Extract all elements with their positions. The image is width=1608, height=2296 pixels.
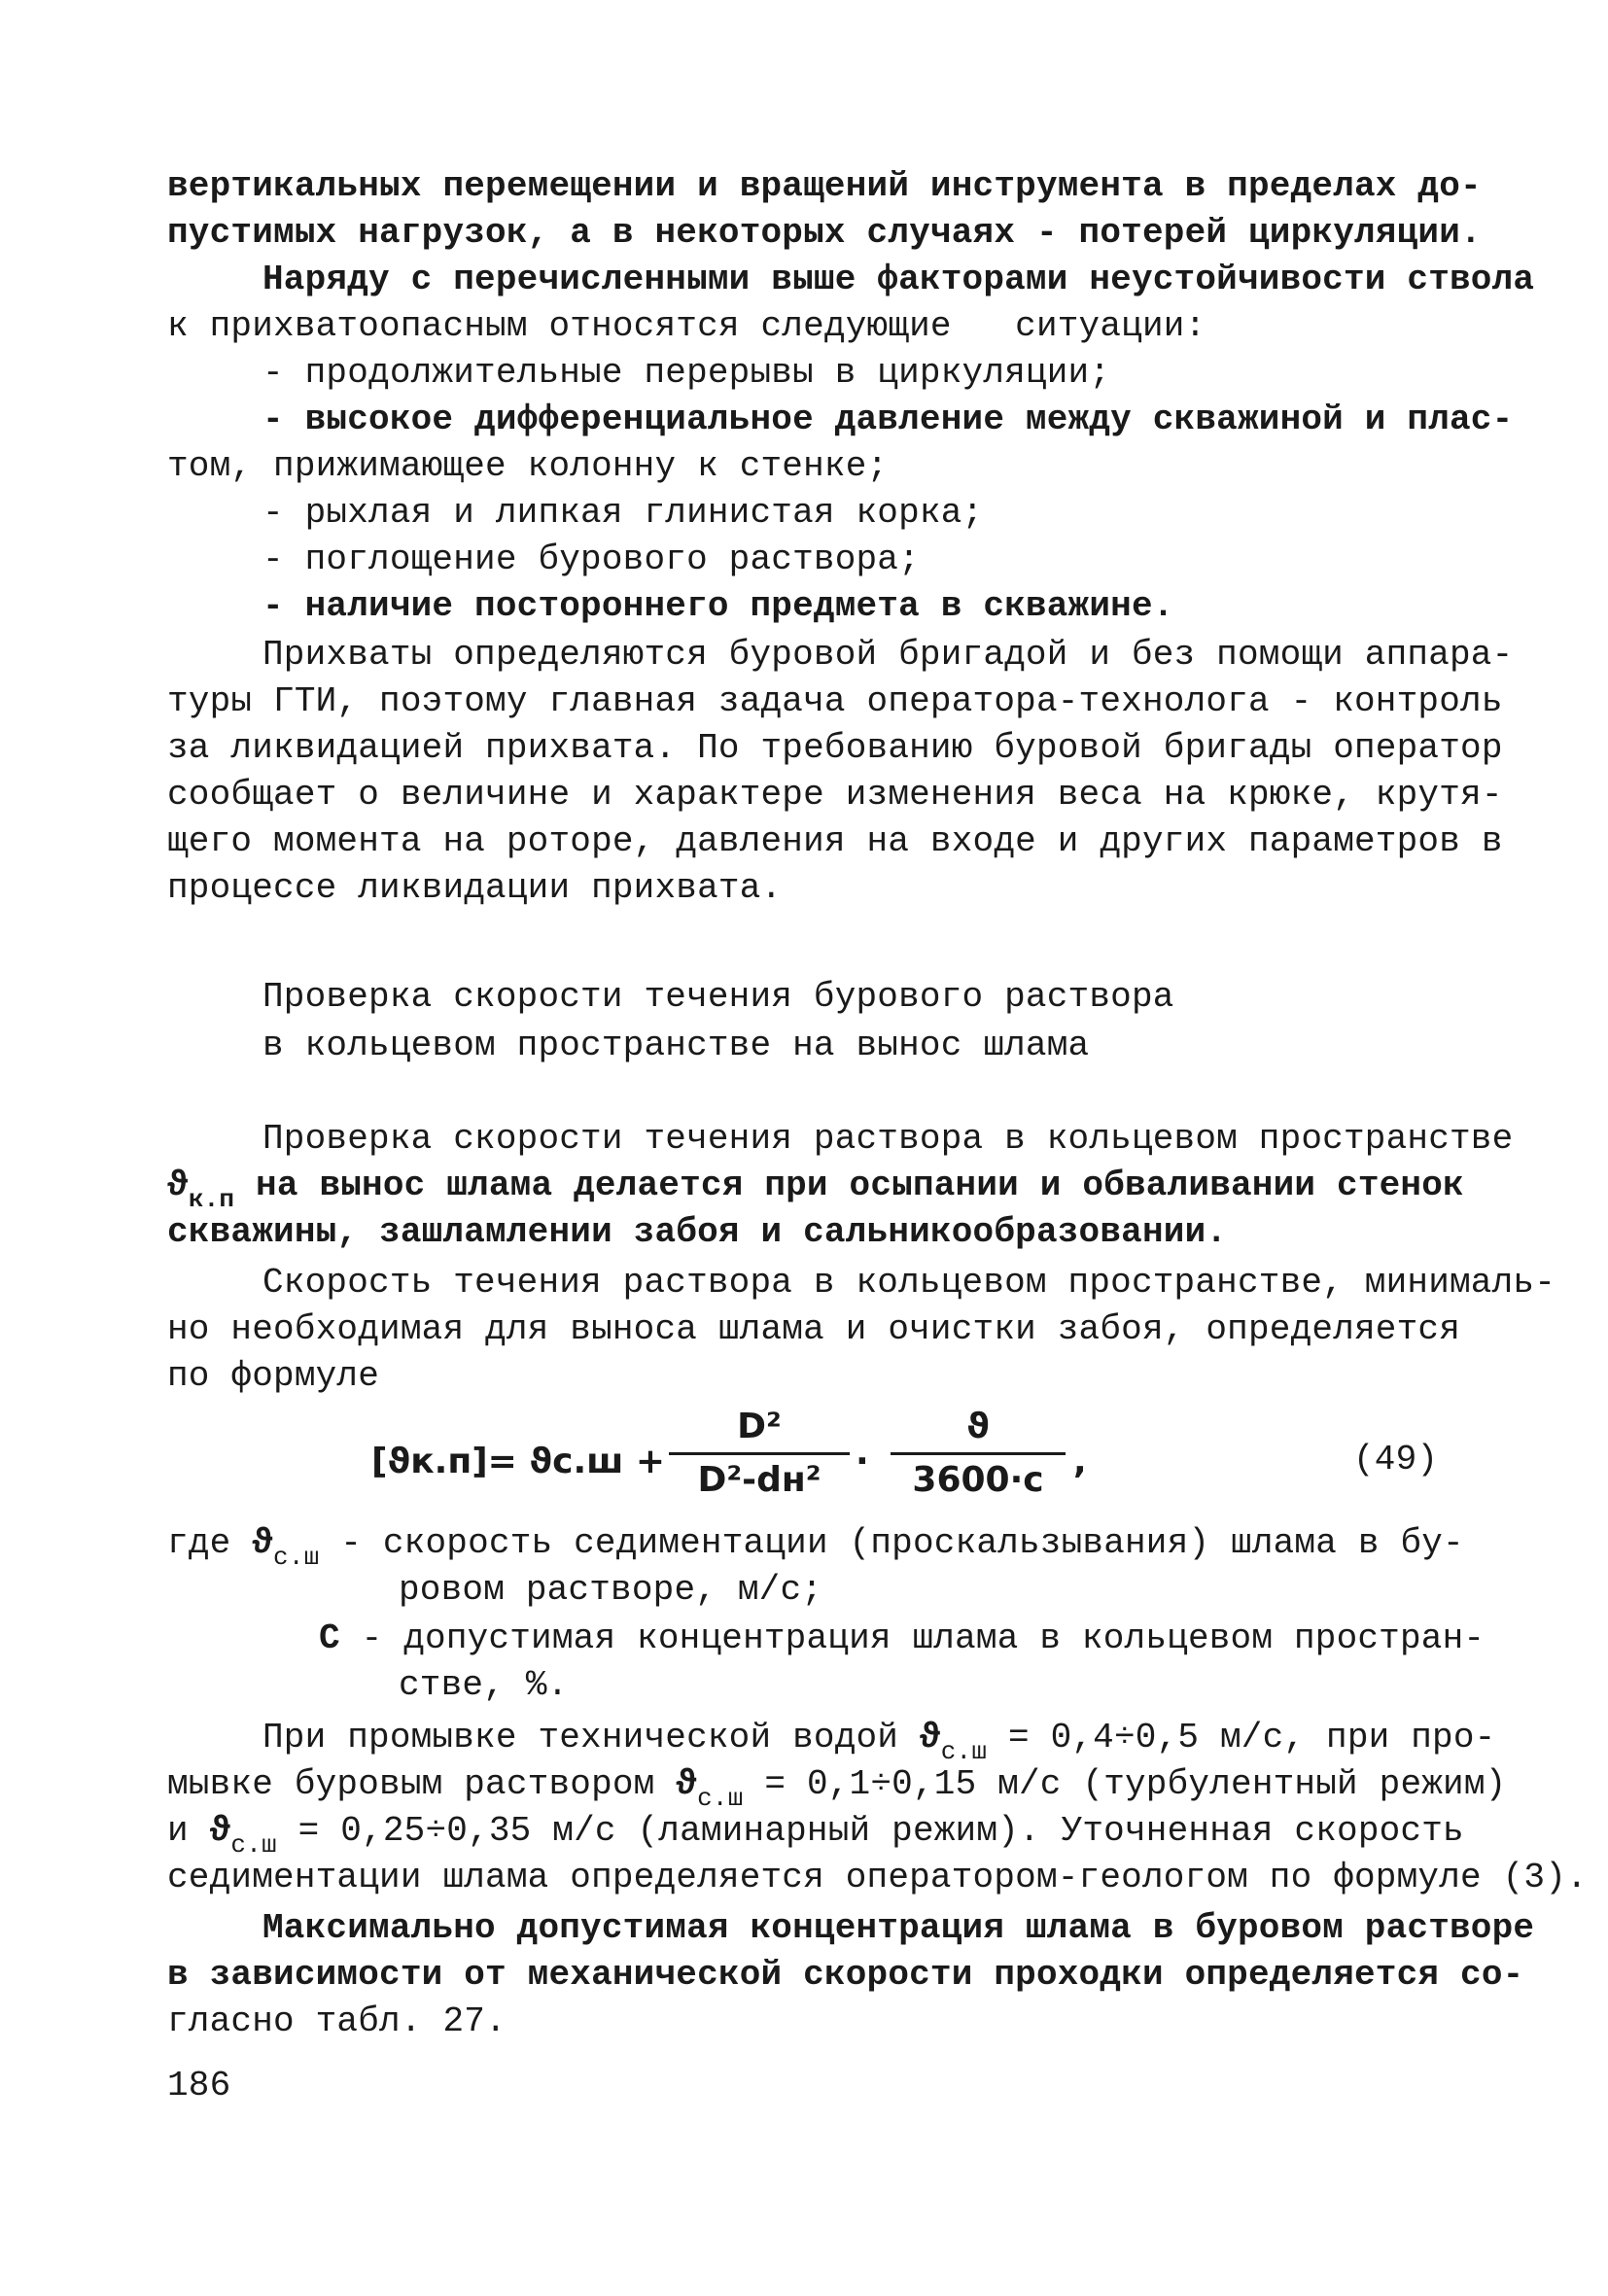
text-span: где (167, 1523, 231, 1563)
text-line: щего момента на роторе, давления на входе и других параметров в (167, 821, 1503, 861)
list-item: - наличие постороннего предмета в скважине. (262, 586, 1174, 626)
text-span: При промывке технической водой (262, 1718, 920, 1757)
velocity-subscript: с.ш (273, 1543, 320, 1572)
page-number: 186 (167, 2066, 231, 2105)
fraction-bar (891, 1452, 1066, 1455)
velocity-subscript: с.ш (230, 1830, 277, 1860)
text-line: седиментации шлама определяется оператором-геологом по формуле (3). (167, 1858, 1588, 1897)
list-item-continuation: том, прижимающее колонну к стенке; (167, 446, 889, 486)
fraction-denominator: D²-dн² (697, 1460, 821, 1500)
text-line: Проверка скорости течения раствора в кольцевом пространстве (262, 1119, 1514, 1159)
fraction-numerator: ϑ (966, 1407, 990, 1446)
text-line: в зависимости от механической скорости проходки определяется со- (167, 1955, 1524, 1995)
definition-line: ровом растворе, м/с; (399, 1570, 823, 1610)
text-line (167, 1808, 1464, 1860)
text-span: - скорость седиментации (проскальзывания) шлама в бу- (319, 1523, 1464, 1563)
list-item: - высокое дифференциальное давление между скважиной и плас- (262, 400, 1514, 439)
definition-line (319, 1616, 1485, 1662)
text-span: = 0,4÷0,5 м/с, при про- (987, 1718, 1496, 1757)
text-span: на вынос шлама делается при осыпании и обваливании стенок (234, 1165, 1464, 1205)
formula-fraction-2 (891, 1406, 1066, 1502)
fraction-numerator: D² (737, 1407, 782, 1446)
text-line: процессе ликвидации прихвата. (167, 868, 783, 908)
definition-line (167, 1520, 1464, 1572)
text-line (167, 1163, 1464, 1214)
text-span: и (167, 1811, 210, 1851)
velocity-symbol: ϑ (919, 1718, 941, 1757)
velocity-symbol: ϑ (252, 1523, 274, 1563)
text-span: мывке буровым раствором (167, 1764, 677, 1804)
formula-dot: · (856, 1442, 869, 1481)
text-line: вертикальных перемещении и вращений инструмента в пределах до- (167, 166, 1482, 206)
formula-comma: , (1073, 1442, 1087, 1481)
text-span: - допустимая концентрация шлама в кольцевом простран- (339, 1618, 1486, 1658)
text-line: Прихваты определяются буровой бригадой и без помощи аппара- (262, 635, 1514, 675)
text-line: гласно табл. 27. (167, 2001, 507, 2041)
concentration-symbol: С (319, 1618, 340, 1658)
velocity-symbol: ϑ (209, 1811, 231, 1851)
velocity-subscript: с.ш (697, 1784, 744, 1813)
equation-number: (49) (1353, 1440, 1439, 1479)
list-item: - продолжительные перерывы в циркуляции; (262, 353, 1111, 393)
text-line: Скорость течения раствора в кольцевом пространстве, минималь- (262, 1263, 1556, 1303)
list-item: - рыхлая и липкая глинистая корка; (262, 493, 984, 533)
list-item: - поглощение бурового раствора; (262, 539, 920, 579)
text-line: сообщает о величине и характере изменения веса на крюке, крутя- (167, 775, 1503, 815)
velocity-subscript: с.ш (940, 1737, 988, 1766)
text-line: к прихватоопасным относятся следующие ситуации: (167, 306, 1206, 346)
text-line: по формуле (167, 1356, 380, 1396)
text-line: Максимально допустимая концентрация шлама в буровом растворе (262, 1908, 1535, 1948)
velocity-symbol: ϑ (676, 1764, 698, 1804)
text-line: скважины, зашламлении забоя и сальникообразовании. (167, 1212, 1228, 1252)
text-span: = 0,1÷0,15 м/с (турбулентный режим) (743, 1764, 1507, 1804)
text-line (262, 1715, 1496, 1766)
section-heading: Проверка скорости течения бурового раствора (262, 977, 1174, 1017)
section-heading: в кольцевом пространстве на вынос шлама (262, 1026, 1090, 1065)
velocity-subscript: к.п (188, 1185, 235, 1214)
fraction-bar (669, 1452, 850, 1455)
formula-fraction-1 (669, 1406, 850, 1502)
velocity-symbol: ϑ (167, 1165, 189, 1205)
text-line (167, 1761, 1507, 1813)
text-line: пустимых нагрузок, а в некоторых случаях - потерей циркуляции. (167, 213, 1482, 253)
text-span: = 0,25÷0,35 м/с (ламинарный режим). Уточненная скорость (276, 1811, 1464, 1851)
definition-line: стве, %. (399, 1665, 569, 1705)
formula-lhs: [ϑк.п]= ϑс.ш + (371, 1442, 666, 1481)
fraction-denominator: 3600·c (912, 1460, 1044, 1500)
text-line: но необходимая для выноса шлама и очистки забоя, определяется (167, 1309, 1461, 1349)
text-line: за ликвидацией прихвата. По требованию буровой бригады оператор (167, 728, 1503, 768)
text-line: туры ГТИ, поэтому главная задача оператора-технолога - контроль (167, 681, 1503, 721)
text-line: Наряду с перечисленными выше факторами неустойчивости ствола (262, 260, 1535, 299)
